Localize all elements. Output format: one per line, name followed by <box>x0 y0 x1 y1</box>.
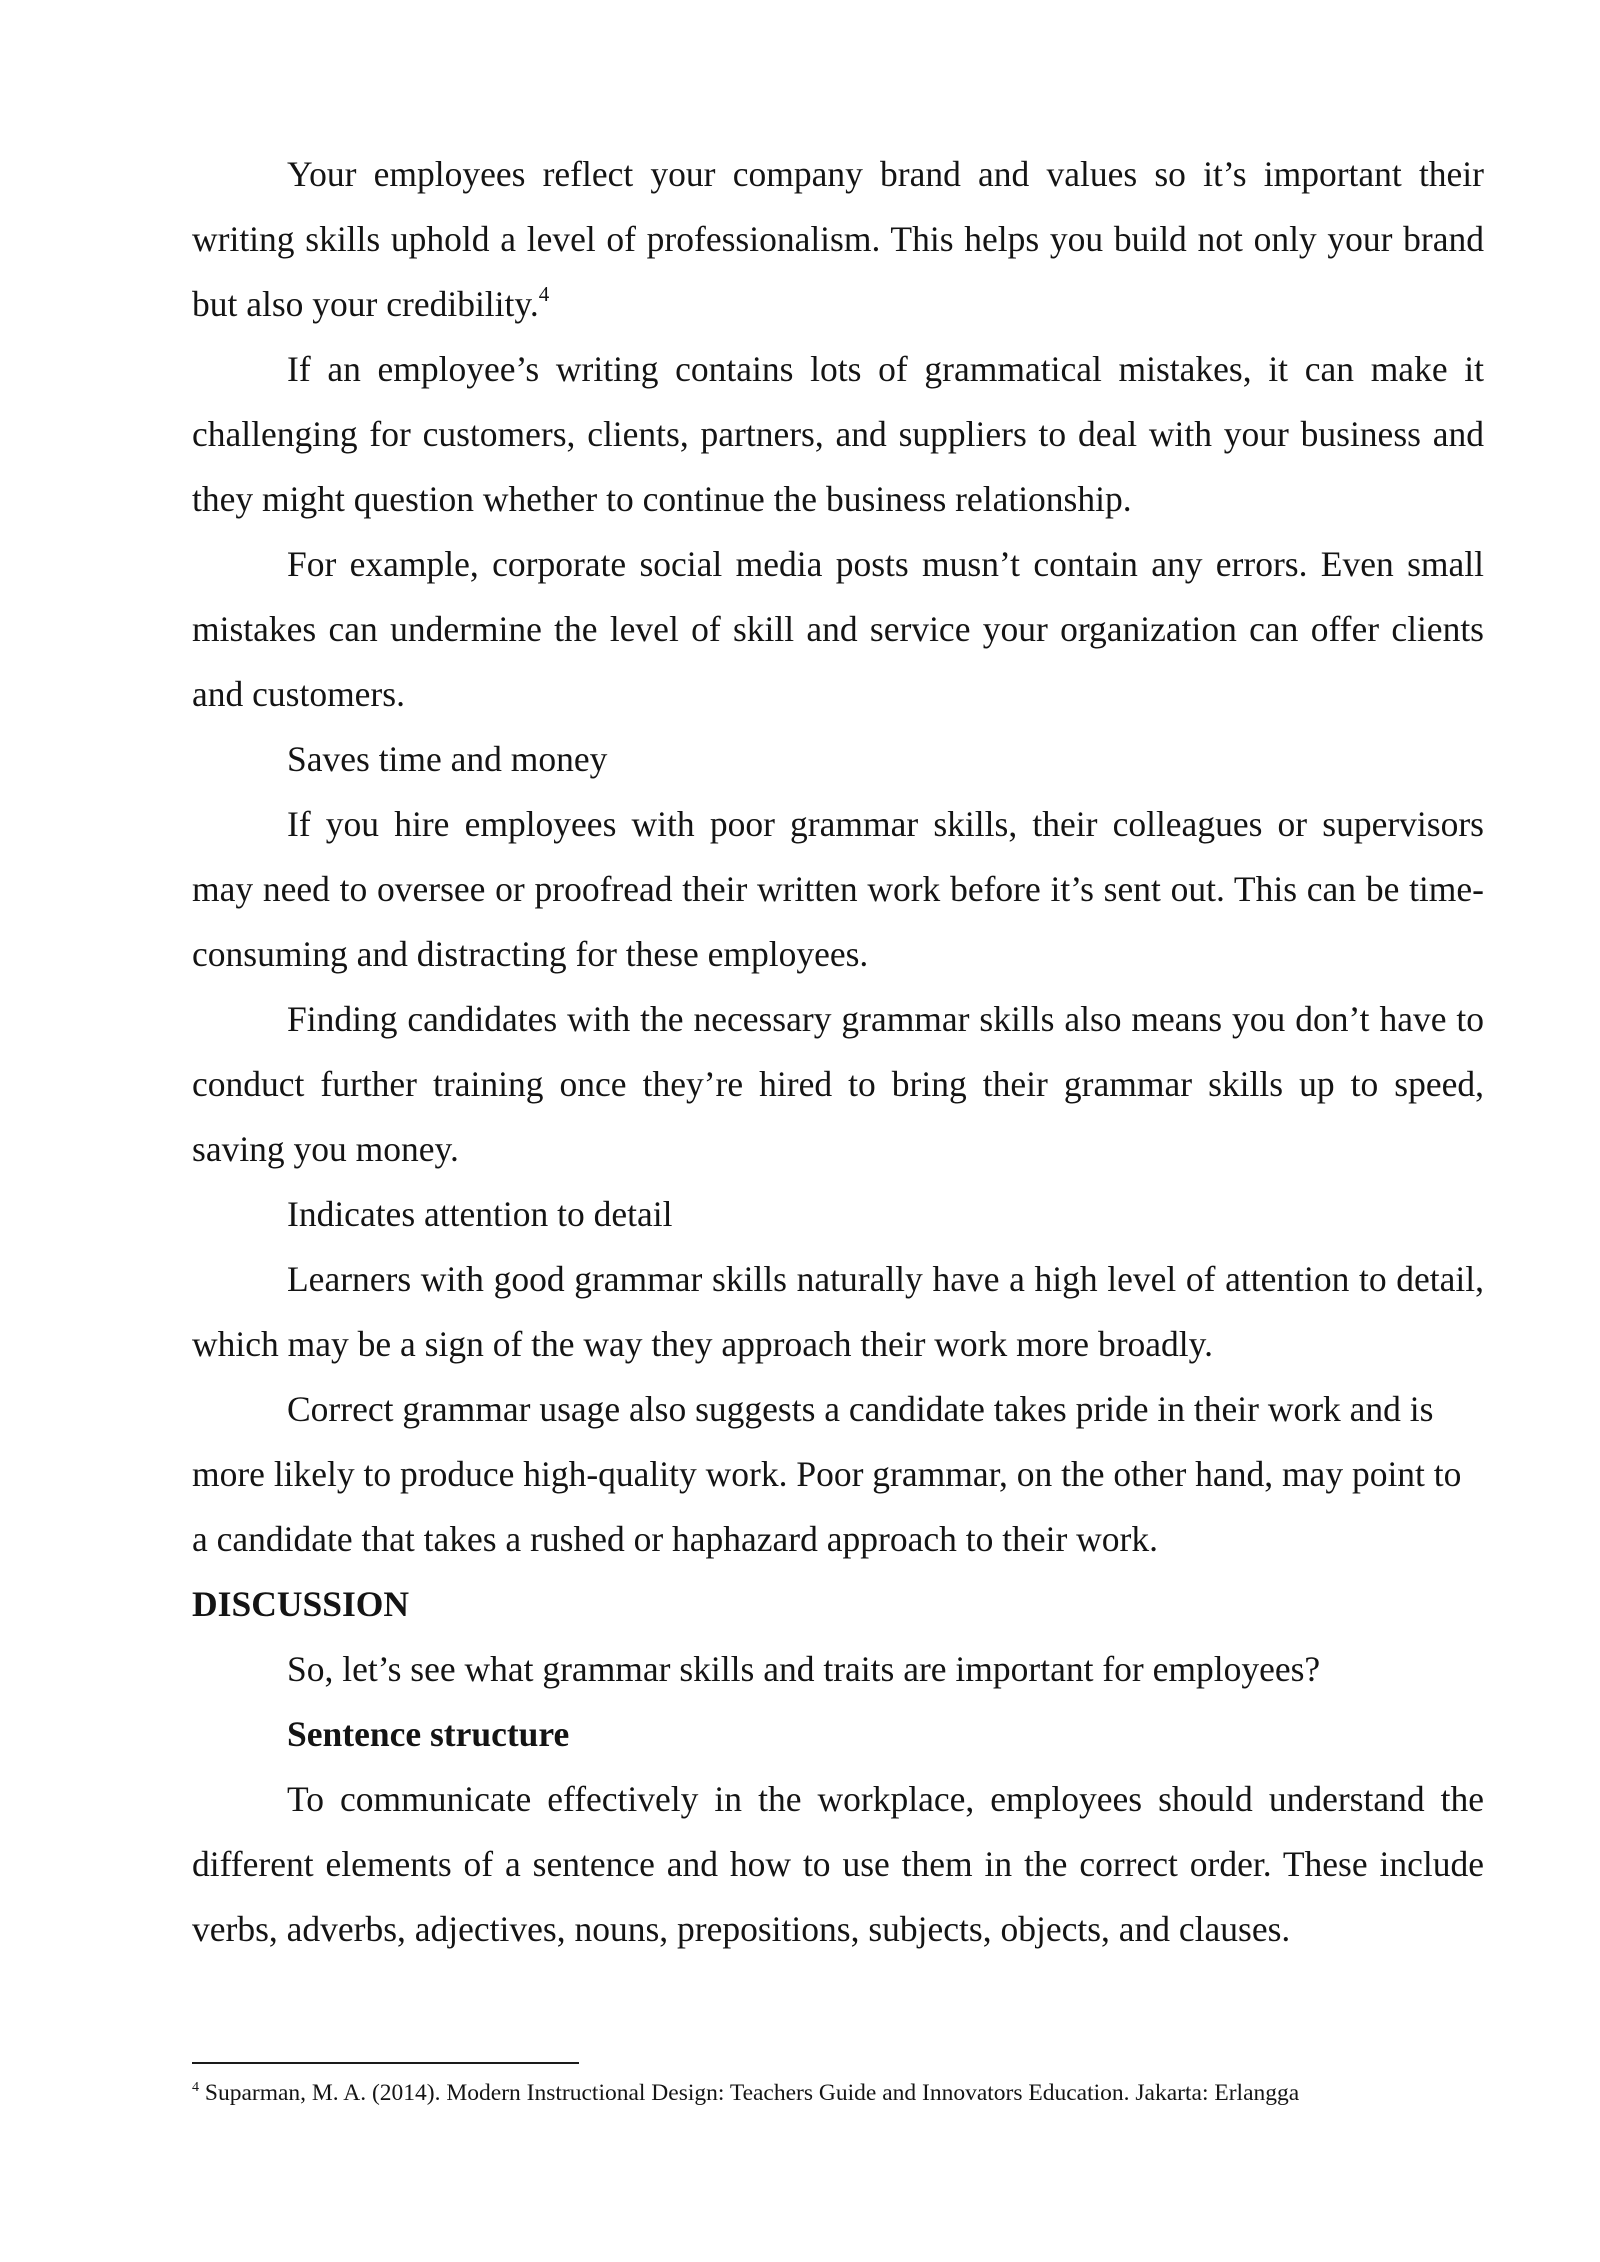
paragraph-learners-detail <box>192 1247 1484 1377</box>
paragraph-text: Correct grammar usage also suggests a candidate takes pride in their work and is more likely to produce high-quality work. Poor grammar, on the other hand, may point to a candidate that takes a rushed or haphazard approach to their work. <box>192 1389 1462 1559</box>
paragraph-finding-candidates <box>192 987 1484 1182</box>
document-body <box>192 142 1484 1962</box>
subheading-attention-to-detail <box>192 1182 1484 1247</box>
footnote-number: 4 <box>192 2080 199 2096</box>
footnote <box>192 2076 1512 2110</box>
paragraph-text: Learners with good grammar skills naturally have a high level of attention to detail, which may be a sign of the way they approach their work more broadly. <box>192 1259 1484 1364</box>
section-heading-text: DISCUSSION <box>192 1584 410 1624</box>
paragraph-text: Finding candidates with the necessary grammar skills also means you don’t have to conduct further training once they’re hired to bring their grammar skills up to speed, saving you money. <box>192 999 1484 1169</box>
paragraph-text: If you hire employees with poor grammar skills, their colleagues or supervisors may need to oversee or proofread their written work before it’s sent out. This can be time-consuming and distracting for these employees. <box>192 804 1484 974</box>
paragraph-grammatical-mistakes <box>192 337 1484 532</box>
subheading-sentence-structure <box>192 1702 1484 1767</box>
paragraph-correct-grammar-usage <box>192 1377 1484 1572</box>
paragraph-brand-values <box>192 142 1484 337</box>
footnote-text: Suparman, M. A. (2014). Modern Instructional Design: Teachers Guide and Innovators Education. Jakarta: Erlangga <box>204 2080 1300 2106</box>
section-heading-discussion <box>192 1572 1484 1637</box>
subheading-text: Saves time and money <box>287 739 608 779</box>
footnote-separator <box>192 2062 579 2064</box>
footnote-reference[interactable]: 4 <box>538 282 550 307</box>
paragraph-text: To communicate effectively in the workplace, employees should understand the different elements of a sentence and how to use them in the correct order. These include verbs, adverbs, adjectives, nouns, prepositions, subjects, objects, and clauses. <box>192 1779 1484 1949</box>
paragraph-discussion-intro <box>192 1637 1484 1702</box>
paragraph-text: So, let’s see what grammar skills and traits are important for employees? <box>287 1649 1321 1689</box>
subheading-text: Indicates attention to detail <box>287 1194 673 1234</box>
paragraph-text: For example, corporate social media posts musn’t contain any errors. Even small mistakes can undermine the level of skill and service your organization can offer clients and customers. <box>192 544 1484 714</box>
paragraph-text: If an employee’s writing contains lots of grammatical mistakes, it can make it challenging for customers, clients, partners, and suppliers to deal with your business and they might question whether to continue the business relationship. <box>192 349 1484 519</box>
subheading-saves-time <box>192 727 1484 792</box>
subheading-text: Sentence structure <box>287 1714 570 1754</box>
paragraph-text: Your employees reflect your company brand and values so it’s important their writing skills uphold a level of professionalism. This helps you build not only your brand but also your credibility. <box>192 154 1484 324</box>
paragraph-poor-grammar-hires <box>192 792 1484 987</box>
paragraph-sentence-elements <box>192 1767 1484 1962</box>
paragraph-social-media-example <box>192 532 1484 727</box>
